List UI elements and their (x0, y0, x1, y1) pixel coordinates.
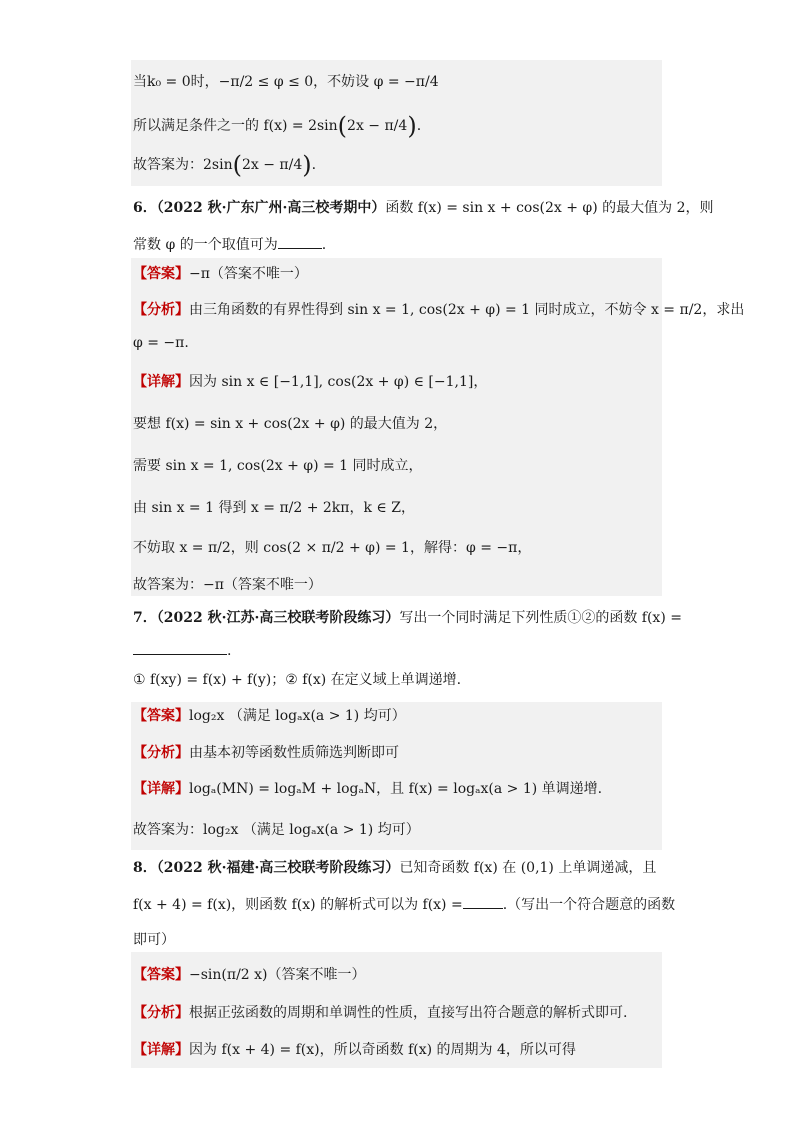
question-8-line-2 (133, 894, 676, 915)
answer-tag: 【答案】 (133, 708, 189, 724)
question-8-line-3: 即可） (133, 932, 175, 948)
answer-blank (463, 894, 503, 909)
text-fragment: . (416, 118, 422, 134)
question-source: （2022 秋·福建·高三校联考阶段练习） (156, 860, 400, 876)
question-6-line-2 (133, 234, 660, 255)
analysis-line (133, 300, 745, 320)
analysis-line (133, 743, 660, 763)
detail-line: 故答案为：−π（答案不唯一） (133, 577, 322, 593)
question-8-line-1 (133, 858, 660, 878)
detail-line (133, 1040, 660, 1060)
text-line (133, 112, 660, 140)
answer-tag: 【答案】 (133, 967, 189, 983)
answer-tag: 【答案】 (133, 266, 189, 282)
answer-line (133, 965, 660, 985)
detail-text: 因为 f(x + 4) = f(x)，所以奇函数 f(x) 的周期为 4，所以可得 (189, 1042, 576, 1058)
detail-line (133, 372, 660, 392)
detail-line: 需要 sin x = 1, cos(2x + φ) = 1 同时成立， (133, 458, 423, 474)
answer-line (133, 706, 660, 726)
answer-text: log₂x （满足 logₐx(a > 1) 均可） (189, 708, 406, 724)
detail-text: logₐ(MN) = logₐM + logₐN，且 f(x) = logₐx(a > 1) 单调递增. (189, 781, 603, 797)
analysis-tag: 【分析】 (133, 302, 189, 318)
text-line (133, 151, 660, 179)
analysis-text: 由基本初等函数性质筛选判断即可 (189, 745, 399, 761)
detail-text: 因为 sin x ∈ [−1,1], cos(2x + φ) ∈ [−1,1]， (189, 374, 488, 390)
answer-blank (278, 234, 322, 249)
text-fragment: . (227, 643, 232, 659)
answer-blank (133, 640, 227, 655)
answer-line (133, 264, 660, 284)
answer-text: −π（答案不唯一） (189, 266, 308, 282)
detail-line (133, 779, 660, 799)
paren: ( (337, 112, 348, 140)
detail-line: 由 sin x = 1 得到 x = π/2 + 2kπ，k ∈ Z， (133, 500, 415, 516)
detail-tag: 【详解】 (133, 374, 189, 390)
question-number: 8． (133, 860, 157, 876)
paren: ) (302, 151, 312, 179)
question-source: （2022 秋·广东广州·高三校考期中） (156, 200, 386, 216)
question-number: 7． (133, 610, 157, 626)
detail-tag: 【详解】 (133, 781, 189, 797)
detail-line: 要想 f(x) = sin x + cos(2x + φ) 的最大值为 2， (133, 416, 448, 432)
answer-text: −sin(π/2 x)（答案不唯一） (189, 967, 366, 983)
analysis-tag: 【分析】 (133, 1005, 189, 1021)
text-fragment: 故答案为：2sin (133, 157, 233, 173)
question-7-line-2 (133, 640, 660, 661)
text-fragment: 所以满足条件之一的 f(x) = 2sin (133, 118, 338, 134)
math-arg: 2x − π/4 (347, 118, 408, 134)
text-fragment: .（写出一个符合题意的函数 (502, 897, 676, 913)
math-arg: 2x − π/4 (241, 157, 303, 173)
question-text: 写出一个同时满足下列性质①②的函数 f(x) = (399, 610, 682, 626)
text-fragment: . (311, 157, 317, 173)
question-text: 常数 φ 的一个取值可为 (133, 237, 278, 253)
analysis-line (133, 1003, 660, 1023)
paren: ( (232, 151, 242, 179)
text-fragment: . (321, 237, 327, 253)
question-number: 6． (133, 200, 157, 216)
question-7-properties: ① f(xy) = f(x) + f(y)；② f(x) 在定义域上单调递增. (133, 672, 462, 688)
question-text: 函数 f(x) = sin x + cos(2x + φ) 的最大值为 2，则 (385, 200, 714, 216)
analysis-tag: 【分析】 (133, 745, 189, 761)
detail-line: 不妨取 x = π/2，则 cos(2 × π/2 + φ) = 1，解得：φ = −π， (133, 540, 532, 556)
analysis-line-2: φ = −π. (133, 335, 189, 351)
question-6-line-1 (133, 198, 714, 218)
paren: ) (407, 112, 417, 140)
question-text: f(x + 4) = f(x)，则函数 f(x) 的解析式可以为 f(x) = (133, 897, 463, 913)
question-7-line-1 (133, 608, 682, 628)
question-source: （2022 秋·江苏·高三校联考阶段练习） (156, 610, 400, 626)
detail-line: 故答案为：log₂x （满足 logₐx(a > 1) 均可） (133, 822, 420, 838)
analysis-text: 根据正弦函数的周期和单调性的性质，直接写出符合题意的解析式即可. (189, 1005, 628, 1021)
detail-tag: 【详解】 (133, 1042, 189, 1058)
question-text: 已知奇函数 f(x) 在 (0,1) 上单调递减，且 (399, 860, 657, 876)
analysis-text: 由三角函数的有界性得到 sin x = 1, cos(2x + φ) = 1 同时成立，不妨令 x = π/2，求出 (189, 302, 745, 318)
text-line: 当k₀ = 0时，−π/2 ≤ φ ≤ 0，不妨设 φ = −π/4 (133, 74, 439, 90)
